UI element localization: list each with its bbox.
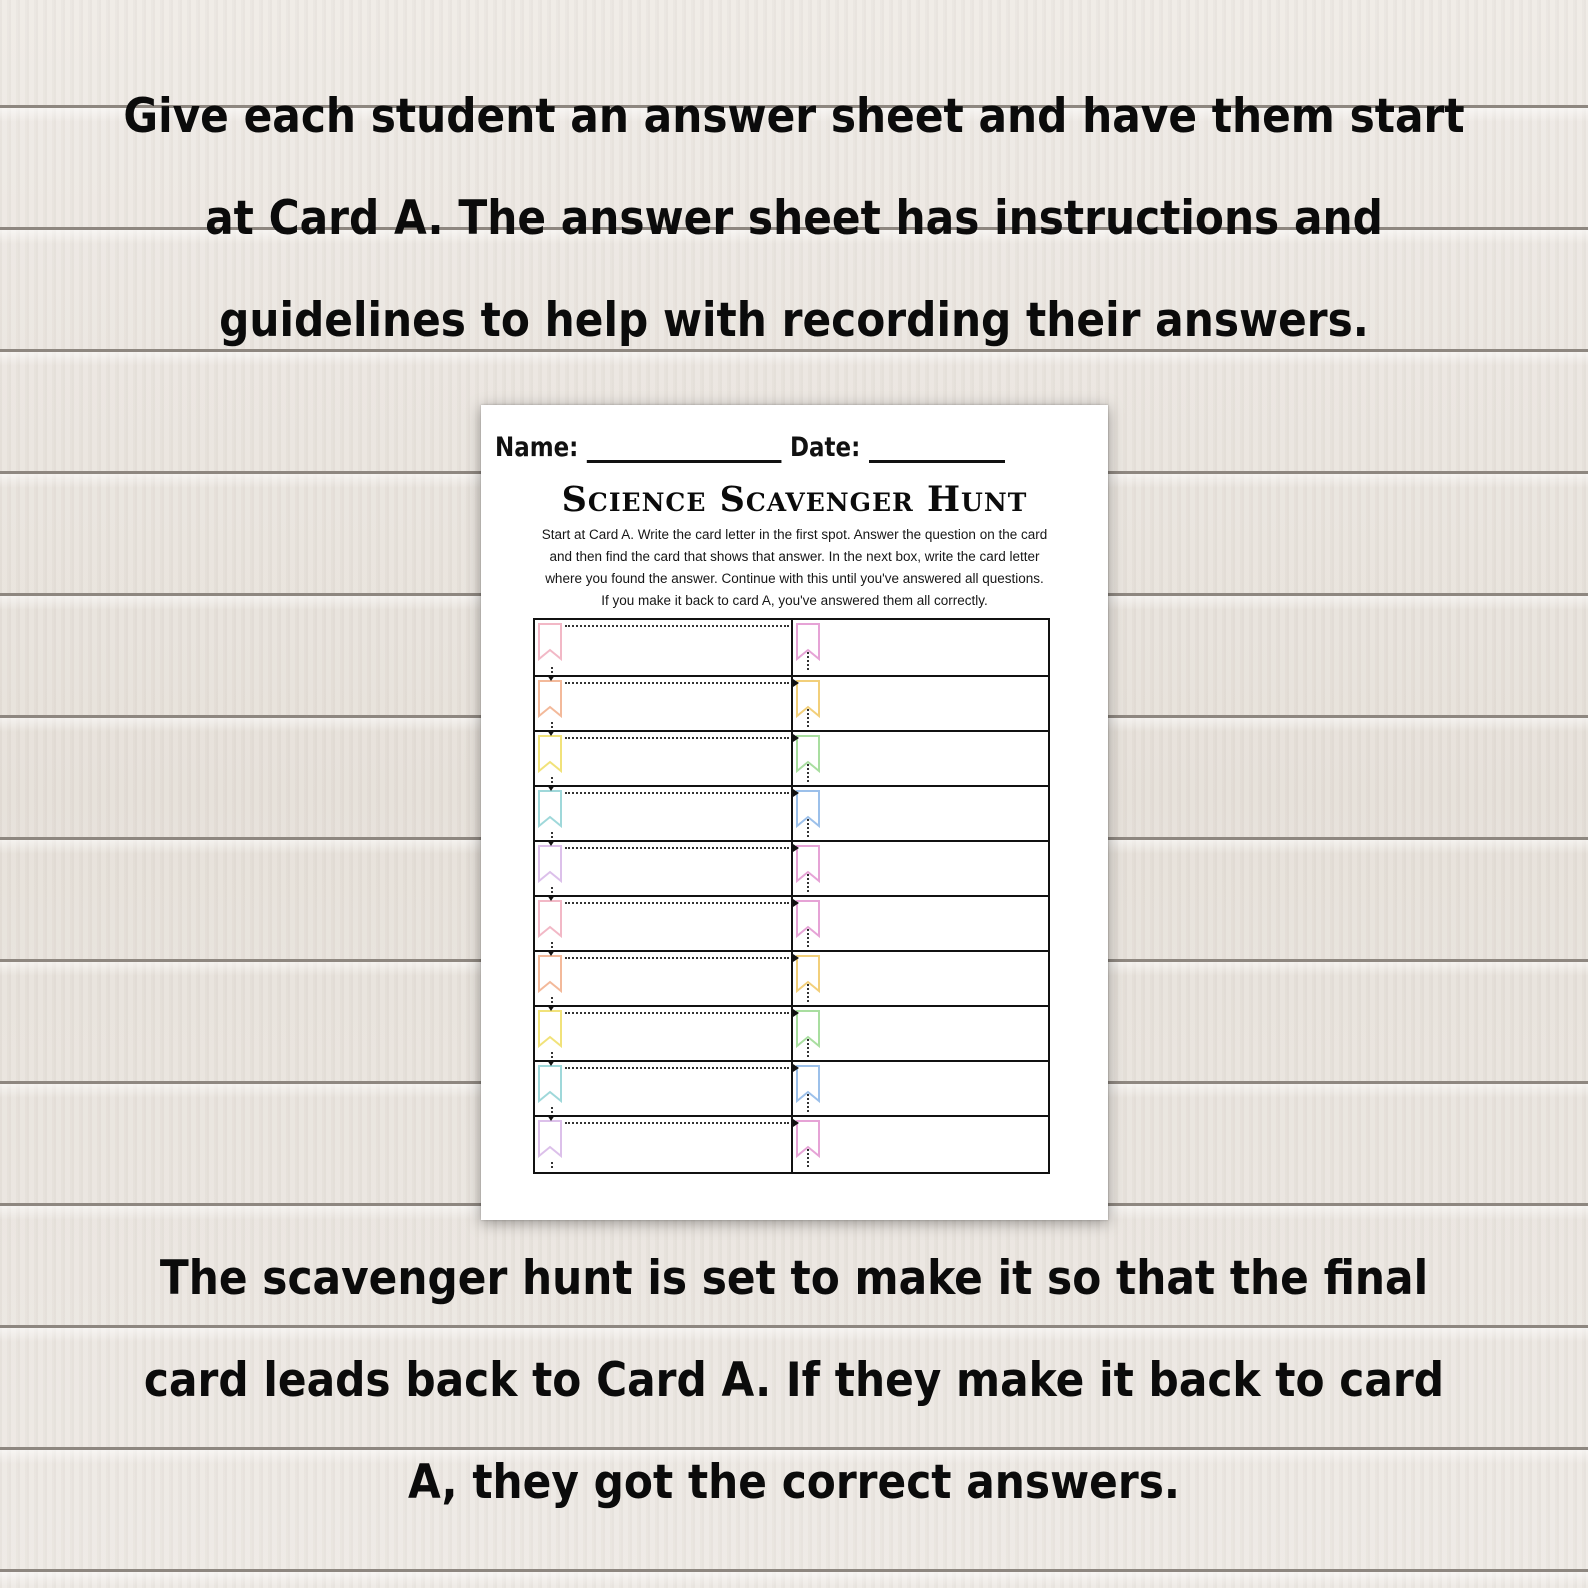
sheet-header [495, 427, 1005, 463]
answer-sheet [481, 405, 1108, 1220]
down-arrow-icon [547, 675, 555, 681]
answer-cell-right[interactable] [793, 842, 1049, 895]
answer-cell-right[interactable] [793, 1007, 1049, 1060]
name-line [587, 434, 782, 463]
answer-cell-left[interactable] [535, 677, 791, 730]
date-label: Date: [789, 432, 861, 463]
answer-cell-left[interactable] [535, 842, 791, 895]
card-letter-flag-icon [537, 1120, 563, 1158]
down-arrow-icon [547, 730, 555, 736]
dotted-connector [807, 1094, 809, 1112]
answer-row [535, 620, 1048, 675]
name-label: Name: [495, 432, 579, 463]
dotted-connector [565, 1122, 789, 1124]
right-arrow-icon [793, 954, 799, 962]
dotted-connector [565, 792, 789, 794]
right-arrow-icon [793, 789, 799, 797]
answer-row [535, 1005, 1048, 1060]
card-letter-flag-icon [537, 623, 563, 661]
answer-cell-right[interactable] [793, 1062, 1049, 1115]
card-letter-flag-icon [537, 790, 563, 828]
down-arrow-icon [547, 950, 555, 956]
dotted-connector [551, 722, 559, 728]
answer-cell-right[interactable] [793, 677, 1049, 730]
down-arrow-icon [547, 1005, 555, 1011]
answer-cell-left[interactable] [535, 1062, 791, 1115]
down-arrow-icon [547, 1060, 555, 1066]
answer-row [535, 675, 1048, 730]
answer-cell-right[interactable] [793, 787, 1049, 840]
dotted-connector [807, 874, 809, 892]
right-arrow-icon [793, 1064, 799, 1072]
down-arrow-icon [547, 840, 555, 846]
sheet-title: Science Scavenger Hunt [561, 479, 1028, 520]
dotted-connector [551, 997, 559, 1003]
dotted-connector [551, 832, 559, 838]
answer-row [535, 785, 1048, 840]
dotted-connector [565, 847, 789, 849]
down-arrow-icon [547, 1115, 555, 1121]
card-letter-flag-icon [537, 735, 563, 773]
dotted-connector [551, 942, 559, 948]
answer-row [535, 950, 1048, 1005]
right-arrow-icon [793, 1009, 799, 1017]
card-letter-flag-icon [537, 845, 563, 883]
answer-row [535, 895, 1048, 950]
answer-cell-left[interactable] [535, 620, 791, 675]
dotted-connector [565, 902, 789, 904]
dotted-connector [551, 887, 559, 893]
caption-bottom: The scavenger hunt is set to make it so that the final card leads back to Card A. If they make it back to card A, they got the correct answers. [143, 1251, 1445, 1510]
answer-row [535, 1115, 1048, 1170]
dotted-connector [551, 667, 559, 673]
dotted-connector [807, 1039, 809, 1057]
answer-grid [533, 618, 1050, 1174]
dotted-connector [565, 1012, 789, 1014]
card-letter-flag-icon [537, 1010, 563, 1048]
right-arrow-icon [793, 679, 799, 687]
card-letter-flag-icon [537, 680, 563, 718]
answer-row [535, 840, 1048, 895]
answer-cell-right[interactable] [793, 620, 1049, 675]
dotted-connector [565, 625, 789, 627]
dotted-connector [565, 682, 789, 684]
date-line [869, 434, 1005, 463]
right-arrow-icon [793, 1119, 799, 1127]
right-arrow-icon [793, 899, 799, 907]
dotted-connector [551, 1107, 559, 1113]
answer-row [535, 1060, 1048, 1115]
dotted-connector [807, 709, 809, 727]
dotted-connector [565, 1067, 789, 1069]
answer-cell-right[interactable] [793, 732, 1049, 785]
dotted-connector [551, 1162, 559, 1168]
dotted-connector [551, 777, 559, 783]
dotted-connector [565, 957, 789, 959]
dotted-connector [807, 984, 809, 1002]
answer-cell-right[interactable] [793, 1117, 1049, 1170]
right-arrow-icon [793, 844, 799, 852]
answer-cell-right[interactable] [793, 897, 1049, 950]
right-arrow-icon [793, 734, 799, 742]
dotted-connector [807, 764, 809, 782]
dotted-connector [807, 652, 809, 670]
answer-cell-left[interactable] [535, 952, 791, 1005]
card-letter-flag-icon [537, 1065, 563, 1103]
answer-cell-left[interactable] [535, 787, 791, 840]
down-arrow-icon [547, 895, 555, 901]
down-arrow-icon [547, 785, 555, 791]
dotted-connector [807, 1149, 809, 1167]
answer-cell-left[interactable] [535, 1007, 791, 1060]
answer-cell-left[interactable] [535, 732, 791, 785]
answer-row [535, 730, 1048, 785]
answer-cell-right[interactable] [793, 952, 1049, 1005]
caption-top: Give each student an answer sheet and have them start at Card A. The answer sheet has instructions and guidelines to help with recording their answers. [123, 89, 1465, 348]
dotted-connector [551, 1052, 559, 1058]
dotted-connector [807, 929, 809, 947]
dotted-connector [565, 737, 789, 739]
answer-cell-left[interactable] [535, 897, 791, 950]
card-letter-flag-icon [537, 955, 563, 993]
card-letter-flag-icon [537, 900, 563, 938]
answer-cell-left[interactable] [535, 1117, 791, 1170]
dotted-connector [807, 819, 809, 837]
sheet-instructions: Start at Card A. Write the card letter in the first spot. Answer the question on the card and then find the card that shows that answer. In the next box, write the card letter where you found the answer. Continue with this until you've answered all questions. If you make it back to card A, you've answered them all correctly. [541, 527, 1048, 608]
